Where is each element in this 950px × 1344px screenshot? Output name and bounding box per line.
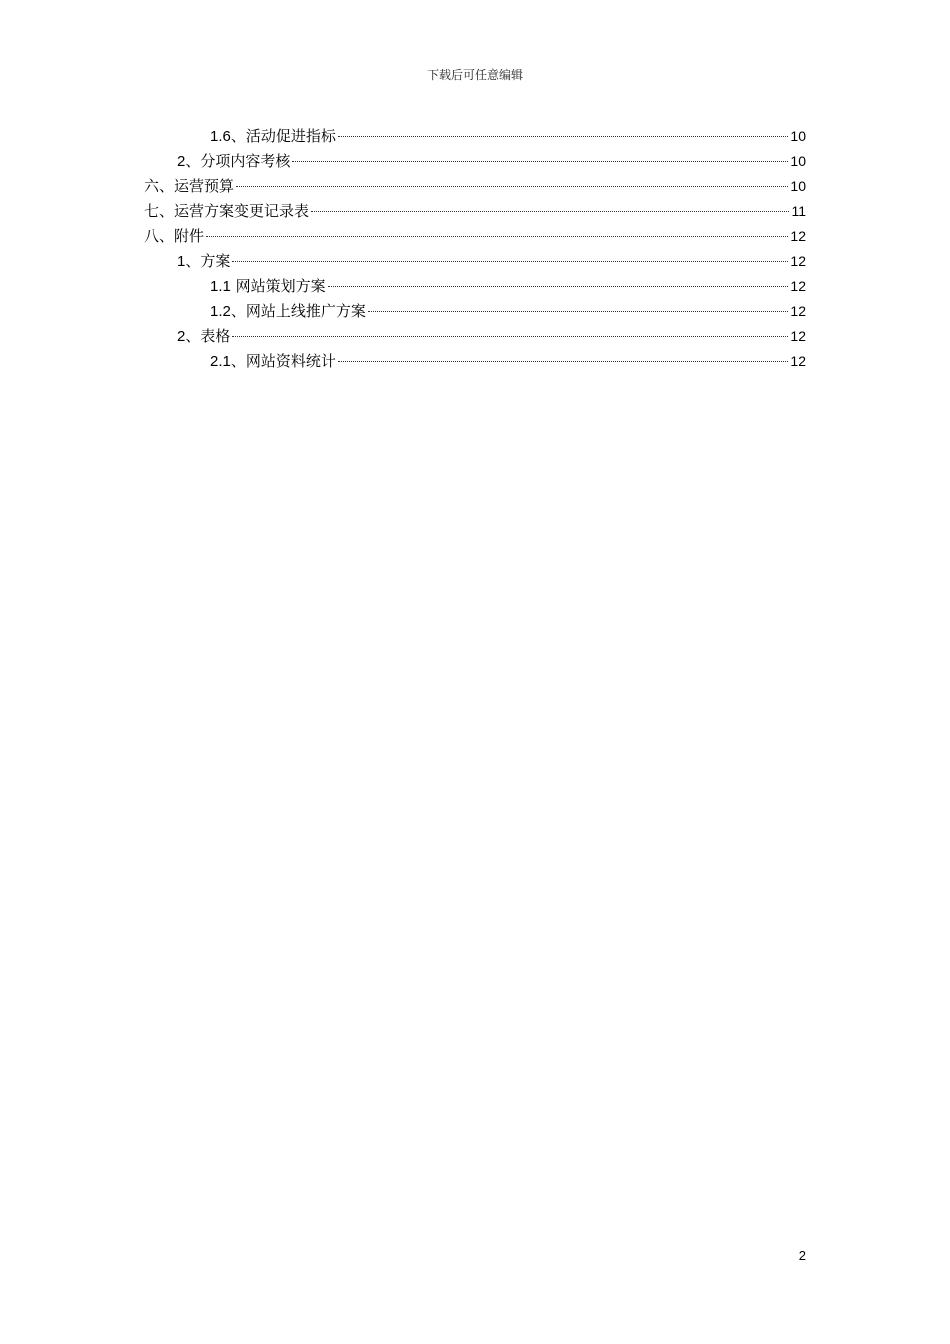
toc-entry-number: 2.1 <box>210 353 231 370</box>
toc-entry[interactable] <box>144 249 806 274</box>
toc-entry-title: 网站策划方案 <box>235 277 326 295</box>
toc-entry[interactable] <box>144 199 806 224</box>
toc-entry-page: 12 <box>790 278 806 294</box>
toc-entry[interactable] <box>144 299 806 324</box>
toc-entry-number: 1 <box>177 253 186 270</box>
toc-entry-title: 网站资料统计 <box>245 352 336 370</box>
toc-entry-page: 10 <box>790 128 806 144</box>
toc-dot-leader <box>328 286 789 287</box>
toc-entry-label <box>144 174 234 199</box>
page-number: 2 <box>798 1248 806 1263</box>
toc-entry-page: 11 <box>791 203 806 219</box>
toc-entry-number: 1.2 <box>210 303 231 320</box>
toc-entry-separator: 、 <box>159 227 175 245</box>
toc-entry-label <box>144 199 309 224</box>
toc-entry-page: 10 <box>790 178 806 194</box>
table-of-contents <box>144 124 806 374</box>
toc-entry-label <box>177 324 230 349</box>
toc-entry[interactable] <box>144 274 806 299</box>
toc-entry-number: 1.1 <box>210 278 231 295</box>
toc-entry[interactable] <box>144 324 806 349</box>
toc-entry-page: 12 <box>790 328 806 344</box>
toc-entry-separator: 、 <box>185 327 201 345</box>
toc-entry-label <box>144 224 204 249</box>
page-header: 下载后可任意编辑 <box>426 68 523 82</box>
toc-entry-number: 八 <box>144 227 160 245</box>
toc-entry-separator: 、 <box>185 252 201 270</box>
toc-entry-separator: 、 <box>230 302 246 320</box>
toc-entry[interactable] <box>144 149 806 174</box>
toc-entry-title: 附件 <box>174 227 205 245</box>
toc-entry-title: 表格 <box>200 327 231 345</box>
toc-entry-label <box>177 149 290 174</box>
toc-dot-leader <box>232 261 788 262</box>
toc-entry[interactable] <box>144 174 806 199</box>
toc-entry-separator: 、 <box>230 127 246 145</box>
toc-entry-page: 12 <box>790 228 806 244</box>
toc-entry-separator: 、 <box>230 352 246 370</box>
toc-entry[interactable] <box>144 124 806 149</box>
toc-entry-page: 12 <box>790 303 806 319</box>
toc-entry-title: 分项内容考核 <box>200 152 291 170</box>
toc-dot-leader <box>368 311 789 312</box>
toc-entry-label <box>210 124 336 149</box>
toc-dot-leader <box>292 161 788 162</box>
toc-entry-page: 10 <box>790 153 806 169</box>
toc-dot-leader <box>338 361 789 362</box>
toc-entry-title: 运营方案变更记录表 <box>174 202 310 220</box>
toc-entry-page: 12 <box>790 353 806 369</box>
toc-entry-number: 2 <box>177 328 186 345</box>
toc-entry-separator: 、 <box>185 152 201 170</box>
toc-entry[interactable] <box>144 224 806 249</box>
toc-entry-title: 方案 <box>200 252 231 270</box>
toc-entry-label <box>210 274 326 299</box>
toc-entry-title: 网站上线推广方案 <box>245 302 366 320</box>
toc-dot-leader <box>206 236 788 237</box>
toc-dot-leader <box>311 211 789 212</box>
toc-entry-title: 运营预算 <box>174 177 235 195</box>
toc-entry[interactable] <box>144 349 806 374</box>
toc-entry-title: 活动促进指标 <box>245 127 336 145</box>
toc-entry-label <box>210 299 366 324</box>
toc-entry-number: 七 <box>144 202 160 220</box>
toc-dot-leader <box>338 136 789 137</box>
toc-entry-page: 12 <box>790 253 806 269</box>
toc-entry-number: 1.6 <box>210 128 231 145</box>
toc-dot-leader <box>232 336 788 337</box>
toc-entry-separator: 、 <box>159 177 175 195</box>
toc-entry-number: 六 <box>144 177 160 195</box>
toc-entry-label <box>177 249 230 274</box>
toc-dot-leader <box>236 186 788 187</box>
toc-entry-separator: 、 <box>159 202 175 220</box>
toc-entry-label <box>210 349 336 374</box>
toc-entry-number: 2 <box>177 153 186 170</box>
